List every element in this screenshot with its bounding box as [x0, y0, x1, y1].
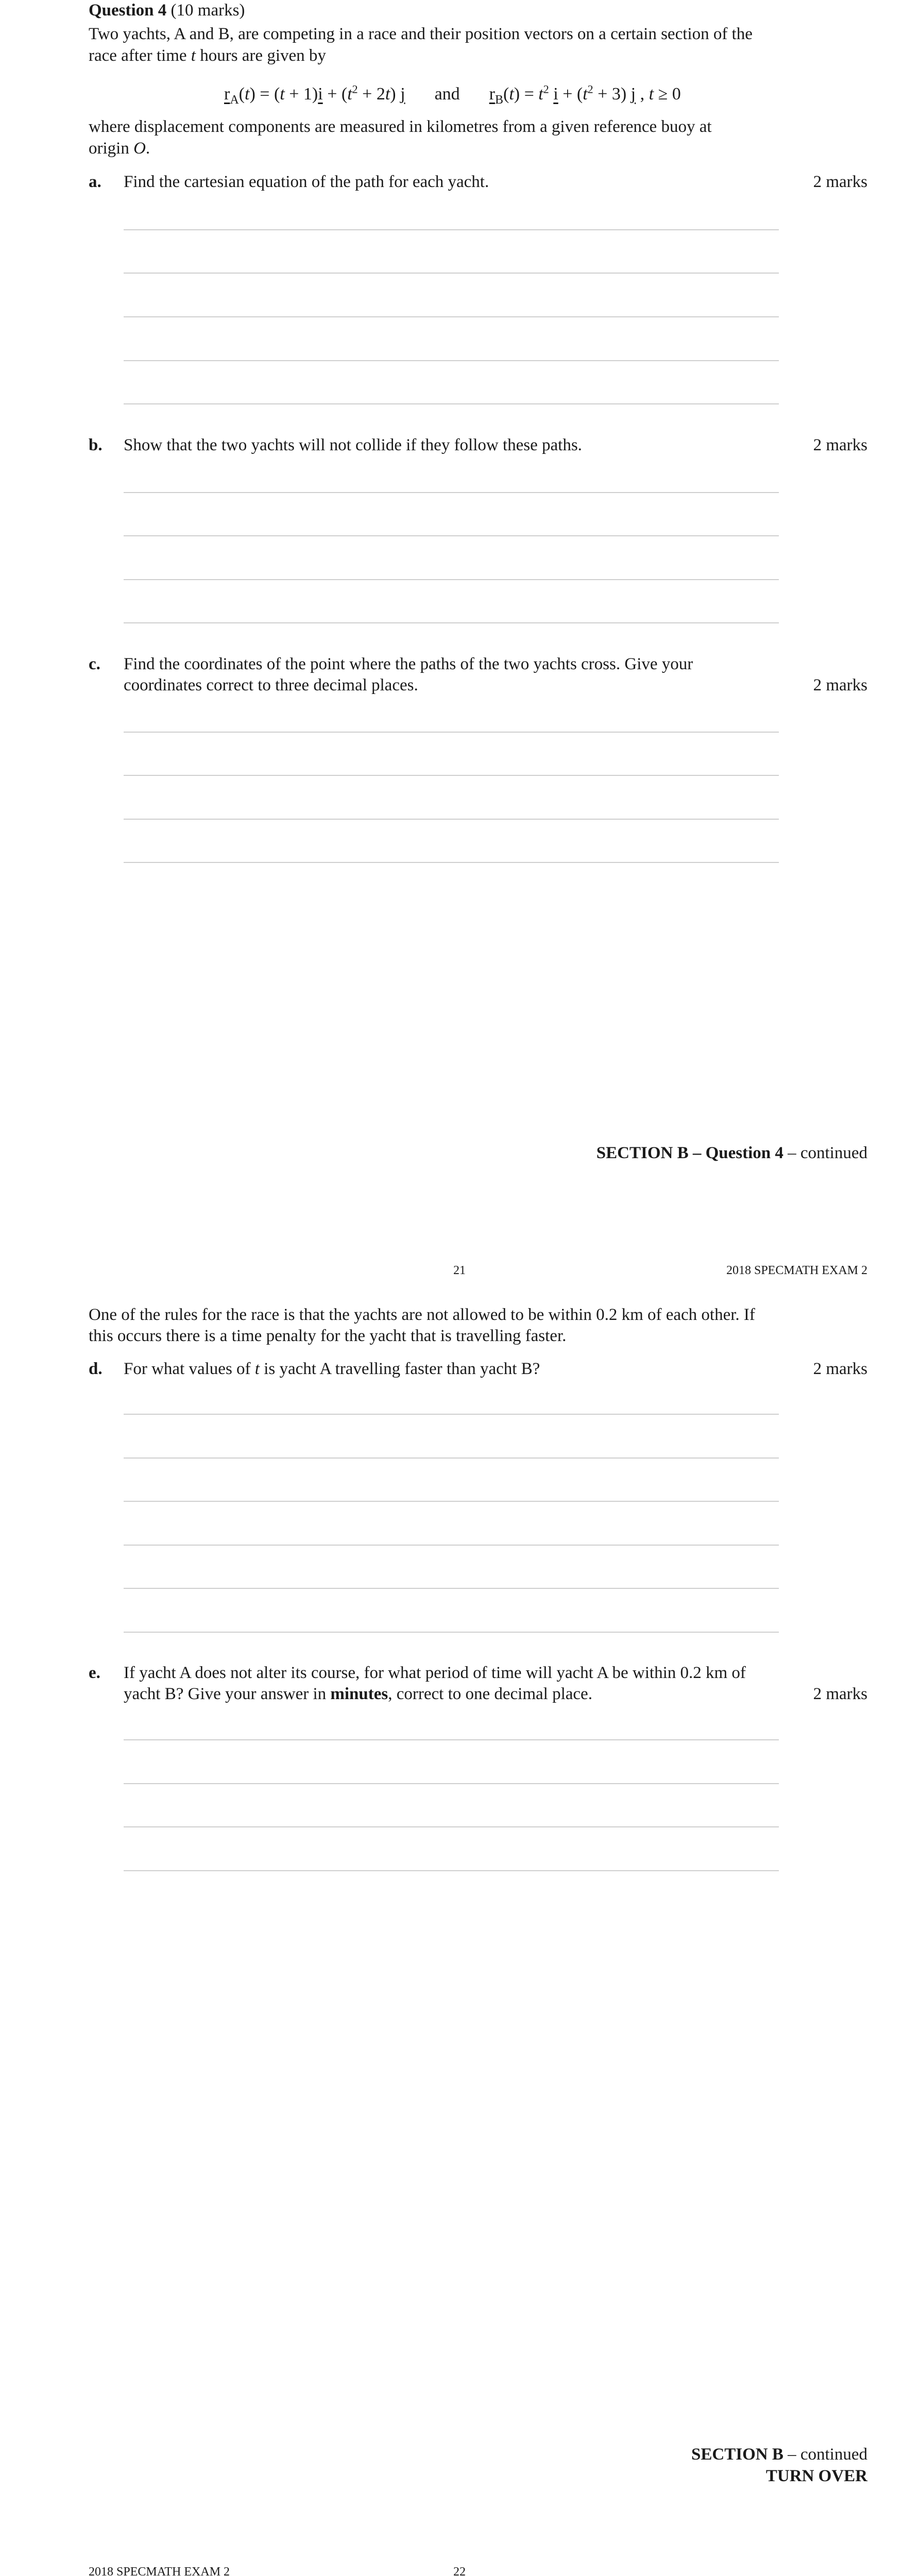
part-c-question-line-2: coordinates correct to three decimal places.: [124, 676, 418, 694]
answer-line[interactable]: [124, 1870, 779, 1871]
part-e-question-line-2: yacht B? Give your answer in minutes, correct to one decimal place.: [124, 1685, 592, 1703]
part-b-label: b.: [89, 436, 103, 454]
answer-line[interactable]: [124, 775, 779, 776]
answer-line[interactable]: [124, 316, 779, 317]
part-a-question: Find the cartesian equation of the path for each yacht.: [124, 173, 489, 191]
question-title: Question 4: [89, 1, 167, 20]
position-vector-equations: $r_A(t) = (t + 1)i + (t^2 + 2t)$ j and $r_B(t) = t^2$ $i + (t^2 + 3)$ j , t ≥ 0: [224, 82, 681, 107]
part-c-question-line-1: Find the coordinates of the point where the paths of the two yachts cross. Give your: [124, 655, 693, 673]
part-d-marks: 2 marks: [813, 1360, 867, 1378]
exam-title: 2018 SPECMATH EXAM 2: [726, 1264, 867, 1277]
part-b-question: Show that the two yachts will not collide if they follow these paths.: [124, 436, 582, 454]
answer-line[interactable]: [124, 1826, 779, 1827]
answer-line[interactable]: [124, 1545, 779, 1546]
part-e-marks: 2 marks: [813, 1685, 867, 1703]
answer-line[interactable]: [124, 1414, 779, 1415]
answer-line[interactable]: [124, 492, 779, 493]
part-a-label: a.: [89, 173, 101, 191]
answer-line[interactable]: [124, 1458, 779, 1459]
part-c-marks: 2 marks: [813, 676, 867, 694]
intro-line-1: Two yachts, A and B, are competing in a race and their position vectors on a certain section of the: [89, 25, 753, 43]
page-number: 22: [453, 2565, 466, 2576]
section-continued-footer: SECTION B – Question 4 – continued: [596, 1144, 867, 1162]
part-e-label: e.: [89, 1664, 100, 1682]
variable-t: t: [191, 46, 196, 65]
intro-line-2: race after time t hours are given by: [89, 46, 326, 65]
question-heading: [89, 0, 245, 21]
turn-over-label: TURN OVER: [765, 2467, 867, 2485]
exam-title: 2018 SPECMATH EXAM 2: [89, 2565, 230, 2576]
answer-line[interactable]: [124, 1783, 779, 1784]
answer-line[interactable]: [124, 403, 779, 404]
question-total-marks: (10 marks): [171, 1, 245, 20]
part-b-marks: 2 marks: [813, 436, 867, 454]
page2-intro-line-2: this occurs there is a time penalty for the yacht that is travelling faster.: [89, 1327, 567, 1345]
page-number: 21: [453, 1264, 466, 1277]
answer-line[interactable]: [124, 1588, 779, 1589]
part-e-question-line-1: If yacht A does not alter its course, for what period of time will yacht A be within 0.2 km of: [124, 1664, 746, 1682]
section-continued-footer: SECTION B – continued: [691, 2445, 867, 2464]
page2-intro-line-1: One of the rules for the race is that the yachts are not allowed to be within 0.2 km of each other. If: [89, 1306, 755, 1324]
answer-line[interactable]: [124, 360, 779, 361]
answer-line[interactable]: [124, 579, 779, 580]
part-c-label: c.: [89, 655, 100, 673]
answer-line[interactable]: [124, 1739, 779, 1740]
answer-line[interactable]: [124, 273, 779, 274]
part-a-marks: 2 marks: [813, 173, 867, 191]
answer-line[interactable]: [124, 535, 779, 536]
answer-line[interactable]: [124, 622, 779, 623]
variable-t: t: [254, 1360, 260, 1378]
answer-line[interactable]: [124, 1632, 779, 1633]
answer-line[interactable]: [124, 819, 779, 820]
after-equation-line-2: origin O.: [89, 139, 150, 158]
part-d-label: d.: [89, 1360, 103, 1378]
answer-line[interactable]: [124, 1501, 779, 1502]
answer-line[interactable]: [124, 732, 779, 733]
part-d-question: For what values of t is yacht A travelling faster than yacht B?: [124, 1360, 540, 1378]
variable-o: O: [133, 139, 146, 158]
equation-and: and: [434, 84, 460, 104]
answer-line[interactable]: [124, 862, 779, 863]
after-equation-line-1: where displacement components are measured in kilometres from a given reference buoy at: [89, 117, 712, 136]
answer-line[interactable]: [124, 229, 779, 230]
